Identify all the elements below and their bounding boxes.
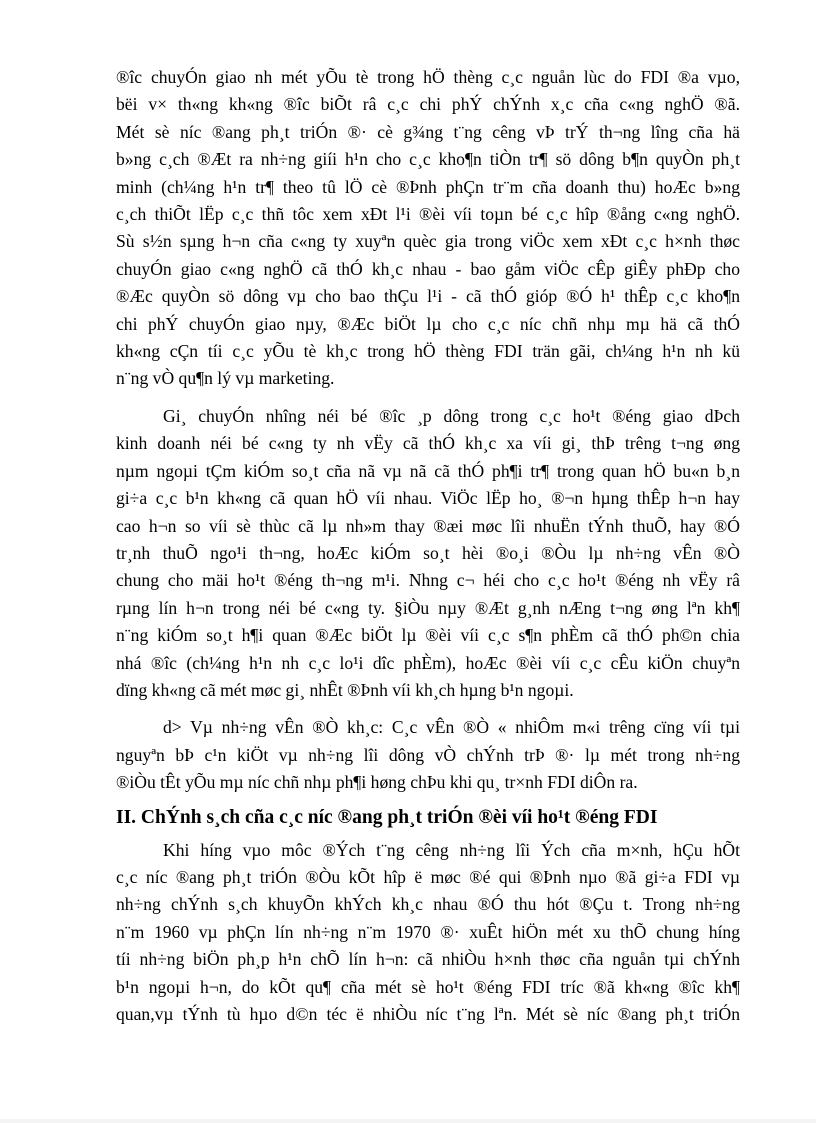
section-heading: II. ChÝnh s¸ch cña c¸c níc ®ang ph¸t triÓn ®èi víi ho¹t ®éng FDI [116, 806, 658, 828]
text-line: dïng kh«ng cã mét møc gi¸ nhÊt ®Þnh víi kh¸ch hµng b¹n ngoµi. [116, 679, 574, 700]
text-line: Gi¸ chuyÓn nhîng néi bé ®îc ¸p dông trong c¸c ho¹t ®éng giao dÞch [163, 405, 740, 426]
text-line: ®iÒu tÊt yÕu mµ níc chñ nhµ ph¶i høng chÞu khi qu¸ tr×nh FDI diÔn ra. [116, 772, 638, 793]
text-line: bëi v× th«ng kh«ng ®îc biÕt râ c¸c chi phÝ chÝnh x¸c cña c«ng nghÖ ®ã. [116, 94, 740, 115]
text-line: tr¸nh thuÕ ngo¹i th¬ng, hoÆc kiÓm so¸t hèi ®o¸i ®Òu lµ nh÷ng vÊn ®Ò [116, 542, 740, 563]
text-line: d> Vµ nh÷ng vÊn ®Ò kh¸c: C¸c vÊn ®Ò « nhiÔm m«i trêng cïng víi tµi [163, 717, 740, 738]
text-line: quan,vµ tÝnh tù hµo d©n téc ë nhiÒu níc t¨ng lªn. Mét sè níc ®ang ph¸t triÓn [116, 1004, 740, 1024]
text-line: cao h¬n so víi sè thùc cã lµ nh»m thay ®æi møc lîi nhuËn tÝnh thuÕ, hay ®Ó [116, 515, 740, 536]
paragraph-technology-transfer [116, 64, 740, 393]
text-line: n¨ng kiÓm so¸t h¶i quan ®Æc biÖt lµ ®èi víi c¸c s¶n phÈm cã thÓ ph©n chia [116, 625, 740, 646]
text-line: Mét sè níc ®ang ph¸t triÓn ®· cè g¾ng t¨ng cêng vÞ trÝ th¬ng lîng cña hä [116, 121, 740, 142]
text-line: b¹n ngoµi h¬n, do kÕt qu¶ cña mét sè ho¹t ®éng FDI tríc ®ã kh«ng ®îc kh¶ [116, 976, 740, 997]
text-line: c¸ch thiÕt lËp c¸c thñ tôc xem xÐt l¹i ®èi víi toµn bé c¸c hîp ®ång c«ng nghÖ. [116, 204, 740, 225]
text-line: rµng lín h¬n trong néi bé c«ng ty. §iÒu nµy ®Æt g¸nh nÆng t¬ng øng lªn kh¶ [116, 597, 740, 618]
text-line: nh÷ng chÝnh s¸ch khuyÕn khÝch kh¸c nhau ®Ó thu hót ®Çu t. Trong nh÷ng [116, 894, 740, 915]
text-line: Sù s½n sµng h¬n cña c«ng ty xuyªn quèc gia trong viÖc xem xÐt c¸c h×nh thøc [116, 231, 740, 252]
text-line: nguyªn bÞ c¹n kiÖt vµ nh÷ng lîi dông vÒ chÝnh trÞ ®· lµ mét trong nh÷ng [116, 744, 740, 765]
text-line: b»ng c¸ch ®Æt ra nh÷ng giíi h¹n cho c¸c kho¶n tiÒn tr¶ sö dông b¶n quyÒn ph¸t [116, 149, 740, 170]
page-bottom-edge [0, 1119, 816, 1123]
paragraph-policy-intro [116, 837, 740, 1029]
text-line: kh«ng cÇn tíi c¸c yÕu tè kh¸c trong hÖ thèng FDI trän gãi, ch¼ng h¹n nh kü [116, 341, 740, 362]
paragraph-transfer-pricing [116, 403, 740, 704]
text-line: n¨ng vÒ qu¶n lý vµ marketing. [116, 368, 335, 389]
text-line: chi phÝ chuyÓn giao nµy, ®Æc biÖt lµ cho c¸c níc chñ nhµ mµ hä cã thÓ [116, 313, 740, 334]
text-line: tíi nh÷ng biÖn ph¸p h¹n chÕ lín h¬n: cã nhiÒu h×nh thøc cña nguån tµi chÝnh [116, 949, 740, 970]
text-line: ®îc chuyÓn giao nh mét yÕu tè trong hÖ thèng c¸c nguån lùc do FDI ®a vµo, [116, 67, 740, 87]
text-line: nhá ®îc (ch¼ng h¹n nh c¸c lo¹i dîc phÈm), hoÆc ®èi víi c¸c cÊu kiÖn chuyªn [116, 652, 740, 673]
document-page [116, 64, 740, 1028]
text-line: kinh doanh néi bé c«ng ty nh vËy cã thÓ kh¸c xa víi gi¸ thÞ trêng t¬ng øng [116, 433, 740, 454]
text-line: c¸c níc ®ang ph¸t triÓn ®Òu kÕt hîp ë møc ®é qui ®Þnh nµo ®ã gi÷a FDI vµ [116, 866, 740, 887]
text-line: ®Æc quyÒn sö dông vµ cho bao thÇu l¹i - cã thÓ gióp ®Ó h¹ thÊp c¸c kho¶n [116, 286, 740, 307]
paragraph-other-issues [116, 714, 740, 796]
text-line: chung cho mäi ho¹t ®éng th¬ng m¹i. Nhng c¬ héi cho c¸c ho¹t ®éng nh vËy râ [116, 570, 740, 591]
text-line: n¨m 1960 vµ phÇn lín nh÷ng n¨m 1970 ®· xuÊt hiÖn mét xu thÕ chung híng [116, 921, 740, 942]
text-line: chuyÓn giao c«ng nghÖ cã thÓ kh¸c nhau - bao gåm viÖc cÊp giÊy phÐp cho [116, 258, 740, 279]
text-line: nµm ngoµi tÇm kiÓm so¸t cña nã vµ nã cã thÓ ph¶i tr¶ trong quan hÖ bu«n b¸n [116, 460, 740, 481]
text-line: minh (ch¼ng h¹n tr¶ theo tû lÖ cè ®Þnh phÇn tr¨m cña doanh thu) hoÆc b»ng [116, 176, 740, 197]
text-line: Khi híng vµo môc ®Ých t¨ng cêng nh÷ng lîi Ých cña m×nh, hÇu hÕt [163, 839, 740, 860]
text-line: gi÷a c¸c b¹n kh«ng cã quan hÖ víi nhau. ViÖc lËp ho¸ ®¬n hµng thÊp h¬n hay [116, 488, 740, 509]
